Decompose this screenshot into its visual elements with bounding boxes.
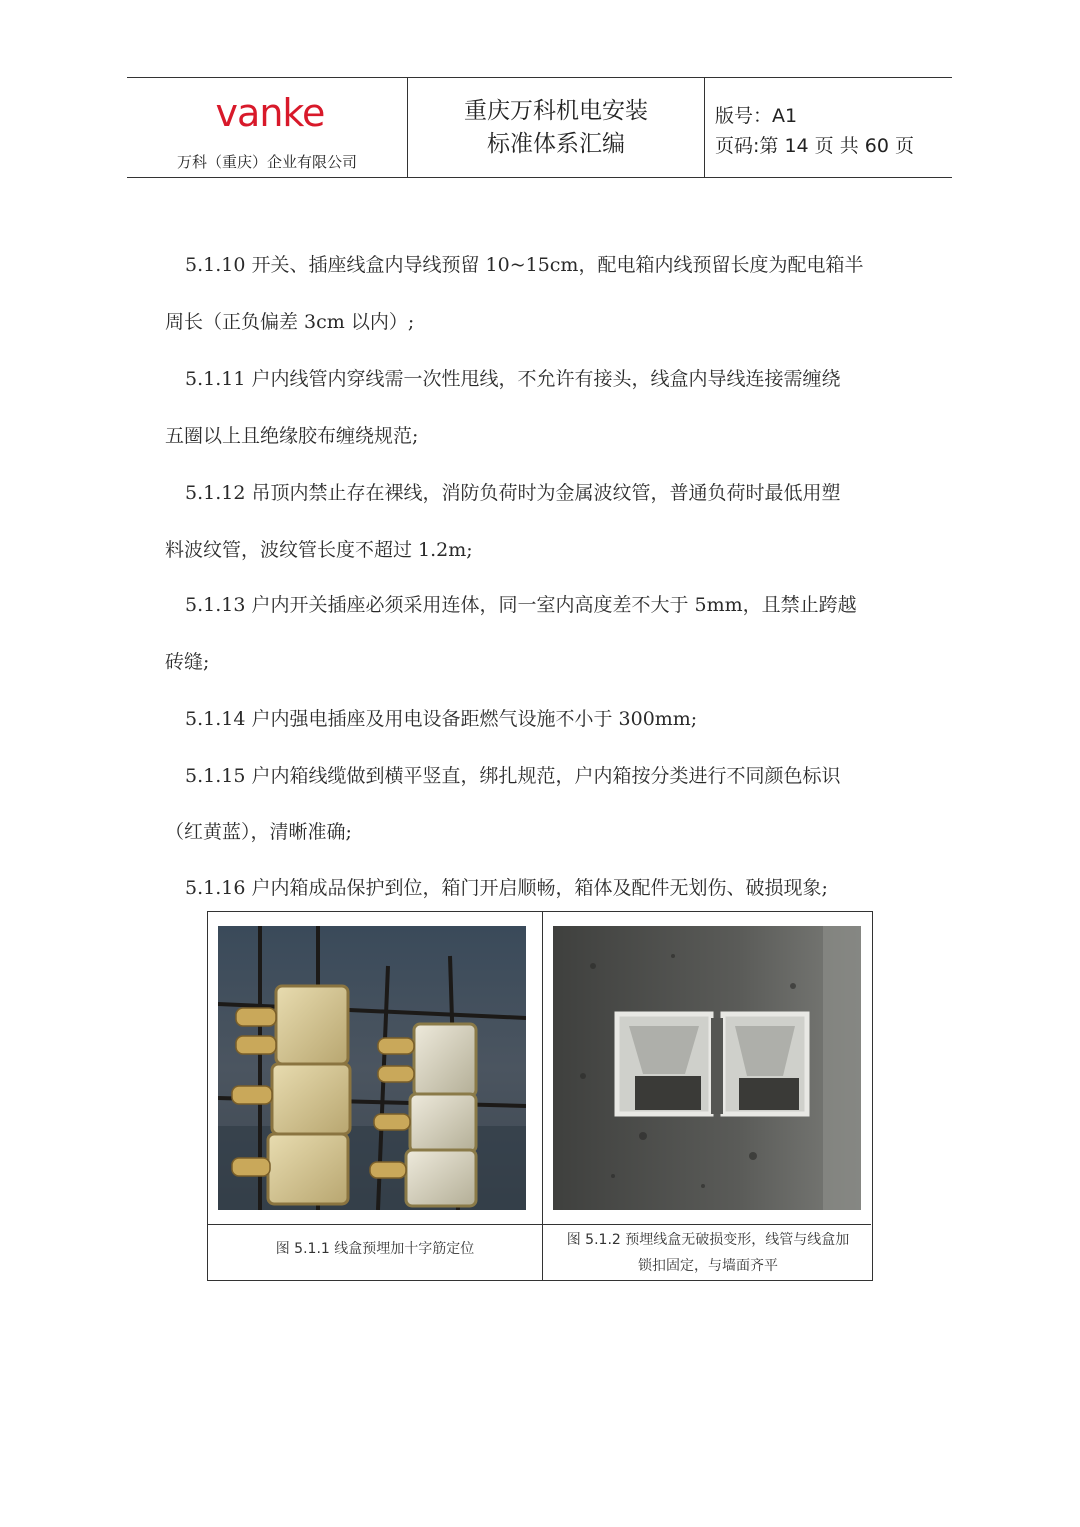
paragraph-5-1-15-line-2: （红黄蓝），清晰准确; — [165, 821, 352, 843]
header-divider-right — [704, 77, 705, 178]
document-title-line-2: 标准体系汇编 — [487, 131, 625, 157]
embedded-boxes-wall-photo — [553, 926, 861, 1210]
paragraph-5-1-10-line-1: 5.1.10 开关、插座线盒内导线预留 10~15cm，配电箱内线预留长度为配电箱半 — [185, 254, 864, 276]
figure-5-1-2-caption-line-1: 图 5.1.2 预埋线盒无破损变形，线管与线盒加 — [566, 1232, 850, 1248]
figure-5-1-1-caption: 图 5.1.1 线盒预埋加十字筋定位 — [275, 1241, 475, 1257]
paragraph-5-1-12-line-1: 5.1.12 吊顶内禁止存在裸线，消防负荷时为金属波纹管，普通负荷时最低用塑 — [185, 482, 841, 504]
paragraph-5-1-15-line-1: 5.1.15 户内箱线缆做到横平竖直，绑扎规范，户内箱按分类进行不同颜色标识 — [185, 765, 841, 787]
paragraph-5-1-14: 5.1.14 户内强电插座及用电设备距燃气设施不小于 300mm; — [185, 708, 698, 730]
paragraph-5-1-10-line-2: 周长（正负偏差 3cm 以内）; — [165, 311, 415, 333]
vanke-logo: vanke — [215, 91, 325, 135]
header-top-rule — [127, 77, 952, 78]
company-name: 万科（重庆）企业有限公司 — [176, 153, 357, 171]
paragraph-5-1-16: 5.1.16 户内箱成品保护到位，箱门开启顺畅，箱体及配件无划伤、破损现象; — [185, 877, 828, 899]
paragraph-5-1-12-line-2: 料波纹管，波纹管长度不超过 1.2m; — [165, 539, 473, 561]
version-number: 版号：A1 — [715, 105, 798, 127]
paragraph-5-1-11-line-2: 五圈以上且绝缘胶布缠绕规范; — [165, 425, 419, 447]
document-title — [409, 95, 703, 161]
document-header — [127, 77, 952, 178]
figure-5-1-2-caption — [544, 1227, 872, 1279]
paragraph-5-1-11-line-1: 5.1.11 户内线管内穿线需一次性甩线，不允许有接头，线盒内导线连接需缠绕 — [185, 368, 841, 390]
figure-table-row-divider — [208, 1224, 871, 1225]
document-title-line-1: 重庆万科机电安装 — [464, 98, 648, 124]
header-divider-left — [407, 77, 408, 178]
paragraph-5-1-13-line-2: 砖缝; — [165, 651, 210, 673]
paragraph-5-1-13-line-1: 5.1.13 户内开关插座必须采用连体，同一室内高度差不大于 5mm，且禁止跨越 — [185, 594, 857, 616]
page-info: 页码:第 14 页 共 60 页 — [715, 135, 914, 157]
figure-table — [207, 911, 873, 1281]
figure-5-1-2-caption-line-2: 锁扣固定，与墙面齐平 — [638, 1258, 778, 1274]
header-bottom-rule — [127, 177, 952, 178]
junction-box-rebar-photo — [218, 926, 526, 1210]
